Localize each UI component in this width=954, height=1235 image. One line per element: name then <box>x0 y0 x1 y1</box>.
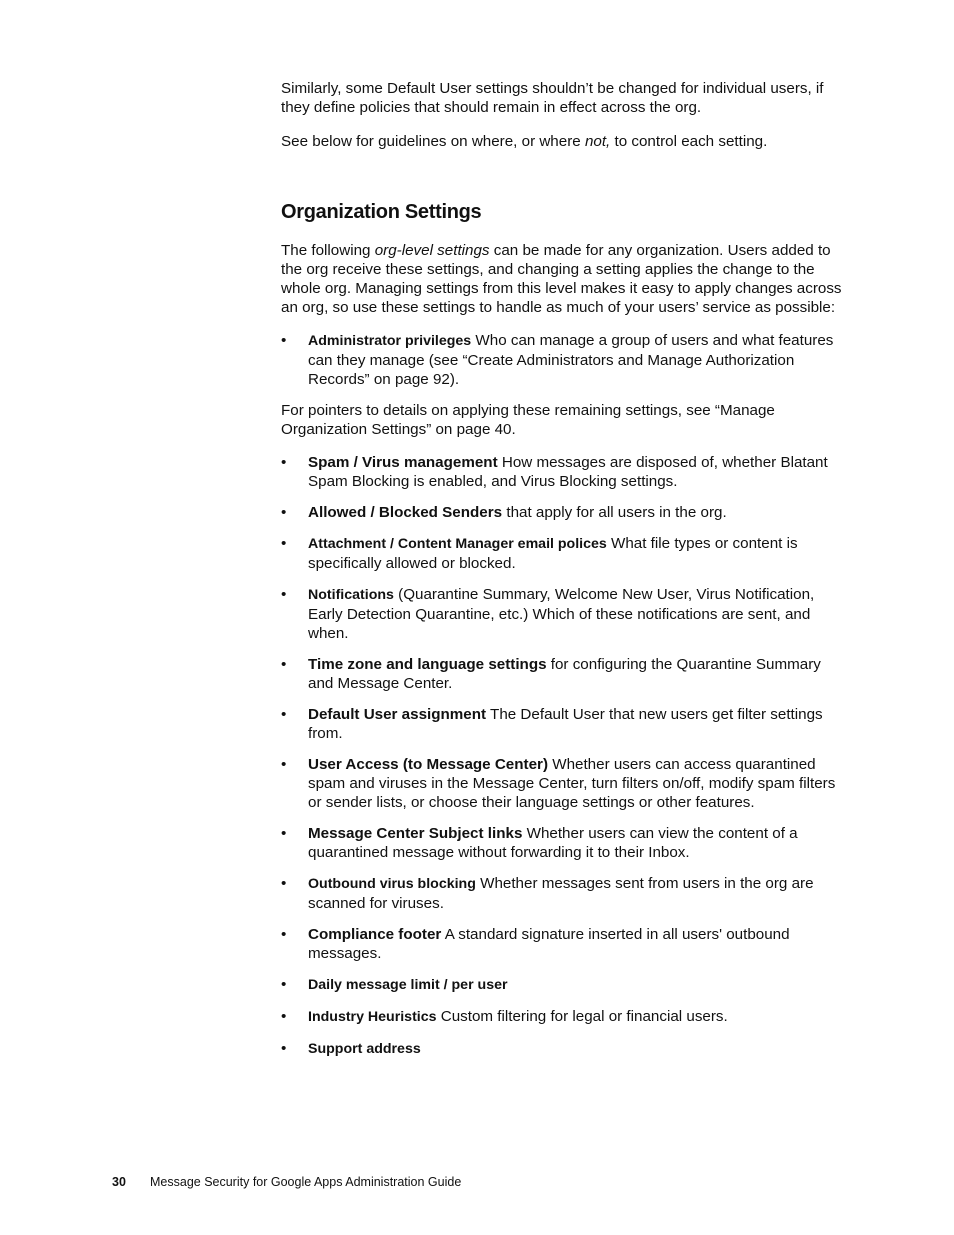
item-description: The Default User that new users get filter settings from. <box>308 706 823 742</box>
item-term: Spam / Virus management <box>308 454 498 471</box>
section-text: The following <box>281 242 375 259</box>
item-term: Daily message limit / per user <box>308 977 508 993</box>
item-description: Custom filtering for legal or financial users. <box>436 1008 728 1025</box>
item-description: Whether users can access quarantined spam and viruses in the Message Center, turn filters on/off, modify spam filters or sender lists, or choose their language settings or other features. <box>308 756 836 811</box>
item-term: Attachment / Content Manager email polices <box>308 536 607 552</box>
list-item <box>281 331 843 389</box>
list-item <box>281 534 843 573</box>
list-item <box>281 453 843 491</box>
section-emphasis: org-level settings <box>374 242 490 259</box>
admin-bullet-list <box>281 331 843 389</box>
bullet-marker: • <box>281 586 287 603</box>
item-term: User Access (to Message Center) <box>308 756 549 773</box>
item-description: (Quarantine Summary, Welcome New User, Virus Notification, Early Detection Quarantine, etc.) Which of these notifications are sent, and when. <box>308 586 815 642</box>
page-number: 30 <box>112 1175 126 1189</box>
list-item <box>281 705 843 743</box>
bullet-marker: • <box>281 656 287 673</box>
list-item <box>281 503 843 522</box>
list-item <box>281 874 843 913</box>
bullet-marker: • <box>281 706 287 723</box>
item-term: Message Center Subject links <box>308 825 523 842</box>
page-footer <box>112 1174 461 1190</box>
list-item <box>281 655 843 693</box>
settings-bullet-list <box>281 453 843 1059</box>
list-item <box>281 755 843 812</box>
item-description: Who can manage a group of users and what features can they manage (see “Create Administrators and Manage Authorization Records” on page 92). <box>308 332 834 388</box>
item-term: Notifications <box>308 587 394 603</box>
bullet-marker: • <box>281 504 287 521</box>
item-term: Default User assignment <box>308 706 487 723</box>
section-text: can be made for any organization. Users added to the org receive these settings, and changing a setting applies the change to the whole org. Managing settings from this level makes it easy to apply changes across an org, so use these settings to handle as much of your users’ service as possible: <box>281 242 842 316</box>
page-content <box>281 79 843 1071</box>
intro-text: See below for guidelines on where, or where <box>281 133 585 150</box>
item-description: for configuring the Quarantine Summary and Message Center. <box>308 656 821 692</box>
list-item <box>281 585 843 643</box>
list-item <box>281 975 843 995</box>
item-description: Whether users can view the content of a quarantined message without forwarding it to their Inbox. <box>308 825 798 861</box>
section-paragraph <box>281 241 843 317</box>
item-term: Industry Heuristics <box>308 1009 437 1025</box>
item-description: What file types or content is specifically allowed or blocked. <box>308 535 798 572</box>
item-term: Administrator privileges <box>308 333 472 349</box>
intro-emphasis: not, <box>584 133 611 150</box>
list-item <box>281 925 843 963</box>
bullet-marker: • <box>281 1040 287 1057</box>
item-term: Outbound virus blocking <box>308 876 476 892</box>
intro-text: to control each setting. <box>610 133 768 150</box>
bullet-marker: • <box>281 1008 287 1025</box>
item-description: How messages are disposed of, whether Blatant Spam Blocking is enabled, and Virus Blocking settings. <box>308 454 828 490</box>
item-term: Compliance footer <box>308 926 442 943</box>
bullet-marker: • <box>281 756 287 773</box>
intro-paragraph-1: Similarly, some Default User settings shouldn’t be changed for individual users, if they define policies that should remain in effect across the org. <box>281 80 824 116</box>
list-item <box>281 1007 843 1027</box>
bullet-marker: • <box>281 926 287 943</box>
list-item <box>281 1039 843 1059</box>
item-term: Time zone and language settings <box>308 656 547 673</box>
bullet-marker: • <box>281 875 287 892</box>
bullet-marker: • <box>281 535 287 552</box>
bullet-marker: • <box>281 825 287 842</box>
item-description: that apply for all users in the org. <box>502 504 727 521</box>
bullet-marker: • <box>281 454 287 471</box>
item-term: Support address <box>308 1041 421 1057</box>
section-heading: Organization Settings <box>281 201 482 223</box>
footer-title: Message Security for Google Apps Administration Guide <box>150 1175 462 1189</box>
item-description: Whether messages sent from users in the org are scanned for viruses. <box>308 875 814 912</box>
pointer-paragraph: For pointers to details on applying these remaining settings, see “Manage Organization Settings” on page 40. <box>281 402 775 438</box>
item-term: Allowed / Blocked Senders <box>308 504 503 521</box>
list-item <box>281 824 843 862</box>
bullet-marker: • <box>281 976 287 993</box>
intro-paragraph-2 <box>281 132 843 151</box>
bullet-marker: • <box>281 332 287 349</box>
item-description: A standard signature inserted in all users' outbound messages. <box>308 926 790 962</box>
